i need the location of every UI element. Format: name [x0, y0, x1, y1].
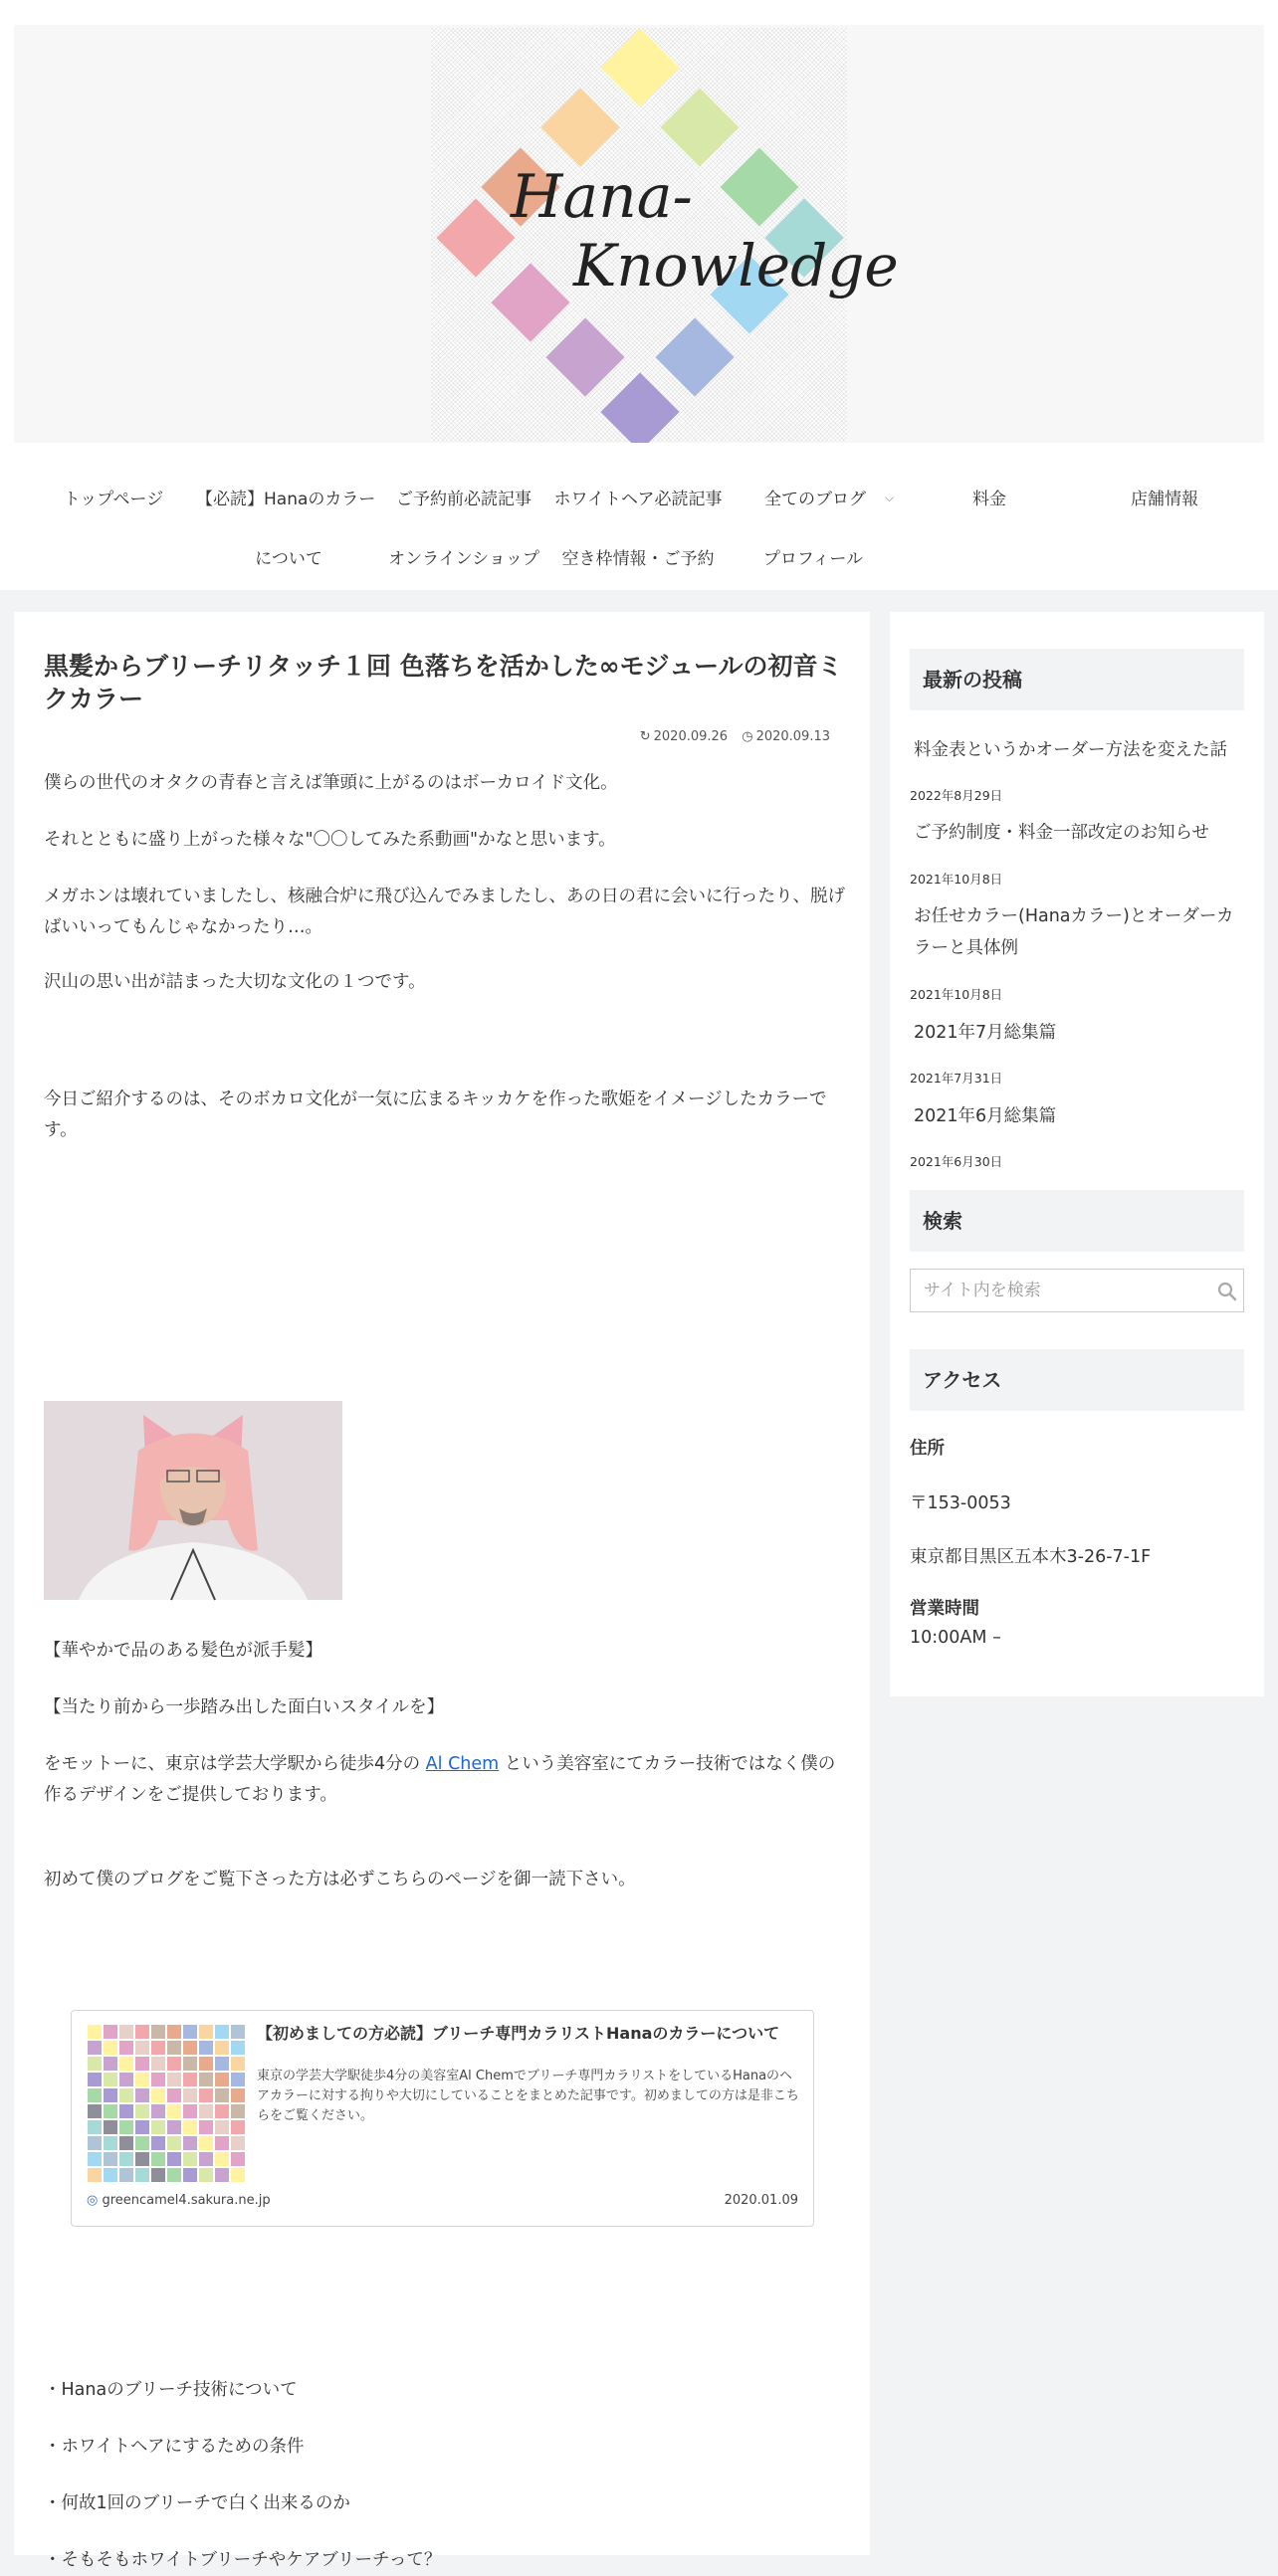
post-dates — [630, 729, 830, 744]
blog-card-domain: greencamel4.sakura.ne.jp — [102, 2193, 271, 2208]
bullet-item: ・Hanaのブリーチ技術について — [44, 2380, 298, 2400]
thumbnail-tile — [88, 2025, 102, 2039]
thumbnail-tile — [104, 2057, 117, 2071]
opening-hours: 10:00AM – — [910, 1628, 1001, 1648]
hours-label: 営業時間 — [910, 1599, 979, 1619]
thumbnail-tile — [183, 2152, 197, 2166]
thumbnail-tile — [104, 2025, 117, 2039]
thumbnail-tile — [231, 2057, 245, 2071]
bullet-item: ・ホワイトヘアにするための条件 — [44, 2437, 305, 2457]
thumbnail-tile — [183, 2120, 197, 2134]
thumbnail-tile — [199, 2057, 213, 2071]
thumbnail-tile — [183, 2136, 197, 2150]
thumbnail-tile — [135, 2057, 149, 2071]
thumbnail-tile — [151, 2104, 165, 2118]
postal-code: 〒153-0053 — [910, 1493, 1011, 1513]
thumbnail-tile — [119, 2104, 133, 2118]
thumbnail-tile — [215, 2152, 229, 2166]
thumbnail-tile — [199, 2120, 213, 2134]
thumbnail-tile — [199, 2104, 213, 2118]
recent-post-link[interactable]: 2021年7月総集篇 — [914, 1023, 1057, 1043]
article-photo — [44, 1401, 342, 1600]
access-heading: アクセス — [910, 1349, 1244, 1411]
thumbnail-tile — [215, 2168, 229, 2182]
address: 東京都目黒区五本木3-26-7-1F — [910, 1547, 1152, 1567]
recent-post-date: 2021年7月31日 — [910, 1071, 1003, 1086]
bullet-item: ・何故1回のブリーチで白く出来るのか — [44, 2493, 350, 2513]
thumbnail-tile — [151, 2088, 165, 2102]
updated-date: 2020.09.26 — [653, 729, 729, 744]
thumbnail-tile — [104, 2073, 117, 2086]
thumbnail-tile — [151, 2168, 165, 2182]
recent-post-link[interactable]: 2021年6月総集篇 — [914, 1106, 1057, 1126]
global-nav — [0, 443, 1278, 590]
thumbnail-tile — [135, 2104, 149, 2118]
blog-card-title[interactable]: 【初めましての方必読】ブリーチ専門カラリストHanaのカラーについて — [257, 2024, 780, 2043]
thumbnail-tile — [104, 2104, 117, 2118]
published-date: 2020.09.13 — [755, 729, 830, 744]
thumbnail-tile — [119, 2073, 133, 2086]
thumbnail-tile — [167, 2168, 181, 2182]
thumbnail-tile — [167, 2057, 181, 2071]
thumbnail-tile — [199, 2152, 213, 2166]
paragraph-text: という美容室にてカラー技術ではなく僕の作るデザインをご提供しております。 — [44, 1754, 836, 1805]
nav-item-all-blogs[interactable]: 全てのブログ — [764, 490, 866, 509]
thumbnail-tile — [199, 2025, 213, 2039]
post-title: 黒髪からブリーチリタッチ１回 色落ちを活かした∞モジュールの初音ミクカラー — [44, 652, 843, 713]
paragraph: 【華やかで品のある髪色が派手髪】 — [44, 1641, 322, 1661]
thumbnail-tile — [167, 2088, 181, 2102]
thumbnail-tile — [151, 2057, 165, 2071]
logo-diamond — [540, 88, 619, 166]
thumbnail-tile — [151, 2041, 165, 2055]
thumbnail-tile — [104, 2041, 117, 2055]
thumbnail-tile — [231, 2025, 245, 2039]
thumbnail-tile — [135, 2073, 149, 2086]
thumbnail-tile — [88, 2057, 102, 2071]
thumbnail-tile — [119, 2057, 133, 2071]
thumbnail-tile — [199, 2088, 213, 2102]
thumbnail-tile — [151, 2120, 165, 2134]
blog-card-site — [87, 2193, 271, 2208]
thumbnail-tile — [135, 2136, 149, 2150]
search-box — [910, 1269, 1244, 1312]
nav-item-hana-color-cont[interactable]: について — [255, 549, 322, 569]
thumbnail-tile — [231, 2136, 245, 2150]
thumbnail-tile — [88, 2168, 102, 2182]
thumbnail-tile — [199, 2136, 213, 2150]
thumbnail-tile — [231, 2152, 245, 2166]
thumbnail-tile — [183, 2025, 197, 2039]
thumbnail-tile — [215, 2136, 229, 2150]
thumbnail-tile — [167, 2136, 181, 2150]
recent-post-date: 2021年6月30日 — [910, 1154, 1003, 1169]
thumbnail-tile — [215, 2073, 229, 2086]
thumbnail-tile — [215, 2025, 229, 2039]
thumbnail-tile — [167, 2073, 181, 2086]
thumbnail-tile — [104, 2136, 117, 2150]
thumbnail-tile — [135, 2152, 149, 2166]
thumbnail-tile — [231, 2088, 245, 2102]
recent-post-link[interactable]: ご予約制度・料金一部改定のお知らせ — [914, 823, 1209, 843]
clock-icon: ◷ — [742, 729, 753, 744]
thumbnail-tile — [104, 2088, 117, 2102]
thumbnail-tile — [119, 2120, 133, 2134]
thumbnail-tile — [88, 2152, 102, 2166]
al-chem-link[interactable]: Al Chem — [425, 1754, 500, 1774]
recent-post-link[interactable]: お任せカラー(Hanaカラー)とオーダーカラーと具体例 — [914, 906, 1234, 958]
thumbnail-tile — [135, 2041, 149, 2055]
thumbnail-tile — [231, 2073, 245, 2086]
logo-diamond — [660, 88, 739, 166]
thumbnail-tile — [135, 2088, 149, 2102]
thumbnail-tile — [215, 2041, 229, 2055]
thumbnail-tile — [183, 2073, 197, 2086]
nav-item-shop-info[interactable]: 店舗情報 — [1131, 490, 1198, 509]
logo-diamond — [655, 317, 734, 396]
site-header — [0, 0, 1278, 443]
thumbnail-tile — [119, 2152, 133, 2166]
nav-item-pricing[interactable]: 料金 — [972, 490, 1006, 509]
thumbnail-tile — [119, 2168, 133, 2182]
thumbnail-tile — [119, 2041, 133, 2055]
thumbnail-tile — [135, 2025, 149, 2039]
thumbnail-tile — [88, 2104, 102, 2118]
logo-diamond — [545, 317, 624, 396]
thumbnail-tile — [167, 2025, 181, 2039]
recent-post-date: 2021年10月8日 — [910, 872, 1003, 887]
thumbnail-tile — [215, 2104, 229, 2118]
nav-item-white-hair[interactable]: ホワイトヘア必読記事 — [553, 490, 723, 509]
thumbnail-tile — [183, 2057, 197, 2071]
thumbnail-tile — [151, 2152, 165, 2166]
blog-card-date: 2020.01.09 — [724, 2193, 798, 2208]
site-logo[interactable] — [431, 28, 899, 442]
thumbnail-tile — [183, 2088, 197, 2102]
thumbnail-tile — [231, 2104, 245, 2118]
paragraph: 僕らの世代のオタクの青春と言えば筆頭に上がるのはボーカロイド文化。 — [44, 773, 618, 793]
thumbnail-tile — [104, 2168, 117, 2182]
thumbnail-tile — [167, 2120, 181, 2134]
chevron-down-icon[interactable]: ⌵ — [885, 491, 895, 504]
search-icon[interactable] — [1217, 1282, 1237, 1301]
thumbnail-tile — [151, 2073, 165, 2086]
search-input[interactable] — [912, 1271, 1224, 1310]
sidebar — [890, 612, 1264, 1696]
thumbnail-tile — [104, 2120, 117, 2134]
paragraph: 初めて僕のブログをご覧下さった方は必ずこちらのページを御一読下さい。 — [44, 1870, 636, 1889]
nav-item-availability[interactable]: 空き枠情報・ご予約 — [561, 549, 715, 569]
nav-item-online-shop[interactable]: オンラインショップ — [388, 549, 539, 569]
thumbnail-tile — [199, 2168, 213, 2182]
thumbnail-tile — [215, 2120, 229, 2134]
recent-post-link[interactable]: 料金表というかオーダー方法を変えた話 — [914, 740, 1227, 760]
blog-card-description: 東京の学芸大学駅徒歩4分の美容室Al Chemでブリーチ専門カラリストをしているHanaのヘアカラーに対する拘りや大切にしていることをまとめた記事です。初めましての方は是非こちらをご覧ください。 — [257, 2069, 799, 2123]
logo-diamond — [600, 372, 679, 451]
blog-card[interactable] — [71, 2010, 814, 2227]
thumbnail-tile — [231, 2120, 245, 2134]
thumbnail-tile — [231, 2041, 245, 2055]
thumbnail-tile — [167, 2041, 181, 2055]
thumbnail-tile — [88, 2136, 102, 2150]
thumbnail-tile — [119, 2088, 133, 2102]
logo-diamond — [491, 263, 569, 341]
blog-card-thumbnail — [87, 2024, 246, 2183]
thumbnail-tile — [167, 2104, 181, 2118]
thumbnail-tile — [199, 2041, 213, 2055]
nav-item-profile[interactable]: プロフィール — [762, 549, 864, 569]
thumbnail-tile — [119, 2136, 133, 2150]
nav-item-pre-booking[interactable]: ご予約前必読記事 — [396, 490, 532, 509]
address-label: 住所 — [910, 1439, 945, 1459]
globe-icon: ◎ — [87, 2193, 99, 2208]
thumbnail-tile — [119, 2025, 133, 2039]
thumbnail-tile — [231, 2168, 245, 2182]
paragraph — [44, 1749, 850, 1811]
thumbnail-tile — [104, 2152, 117, 2166]
paragraph-text: をモットーに、東京は学芸大学駅から徒歩4分の — [44, 1754, 426, 1774]
thumbnail-tile — [199, 2073, 213, 2086]
thumbnail-tile — [215, 2088, 229, 2102]
recent-post-date: 2022年8月29日 — [910, 788, 1003, 803]
thumbnail-tile — [151, 2136, 165, 2150]
paragraph: 今日ご紹介するのは、そのボカロ文化が一気に広まるキッカケを作った歌姫をイメージしたカラーです。 — [44, 1090, 827, 1140]
thumbnail-tile — [215, 2057, 229, 2071]
nav-item-hana-color[interactable]: 【必読】Hanaのカラー — [196, 490, 376, 509]
paragraph: それとともに盛り上がった様々な"〇〇してみた系動画"かなと思います。 — [44, 830, 616, 850]
article — [14, 612, 870, 2570]
recent-post-date: 2021年10月8日 — [910, 987, 1003, 1002]
thumbnail-tile — [88, 2088, 102, 2102]
thumbnail-tile — [88, 2073, 102, 2086]
thumbnail-tile — [183, 2041, 197, 2055]
logo-text-knowledge: Knowledge — [573, 232, 899, 299]
thumbnail-tile — [88, 2041, 102, 2055]
bullet-item: ・そもそもホワイトブリーチやケアブリーチって？ — [44, 2550, 442, 2570]
nav-item-top-page[interactable]: トップページ — [63, 490, 164, 509]
thumbnail-tile — [135, 2120, 149, 2134]
thumbnail-tile — [183, 2168, 197, 2182]
thumbnail-tile — [135, 2168, 149, 2182]
thumbnail-tile — [88, 2120, 102, 2134]
recent-posts-heading: 最新の投稿 — [910, 649, 1244, 710]
search-heading: 検索 — [910, 1190, 1244, 1252]
thumbnail-tile — [151, 2025, 165, 2039]
thumbnail-tile — [167, 2152, 181, 2166]
logo-text-hana: Hana- — [511, 162, 693, 232]
paragraph: 沢山の思い出が詰まった大切な文化の１つです。 — [44, 972, 426, 992]
updated-icon: ↻ — [639, 729, 651, 744]
paragraph: 【当たり前から一歩踏み出した面白いスタイルを】 — [44, 1697, 445, 1717]
paragraph: メガホンは壊れていましたし、核融合炉に飛び込んでみましたし、あの日の君に会いに行ったり、脱げばいいってもんじゃなかったり…。 — [44, 887, 845, 937]
thumbnail-tile — [183, 2104, 197, 2118]
logo-diamond — [600, 28, 679, 106]
